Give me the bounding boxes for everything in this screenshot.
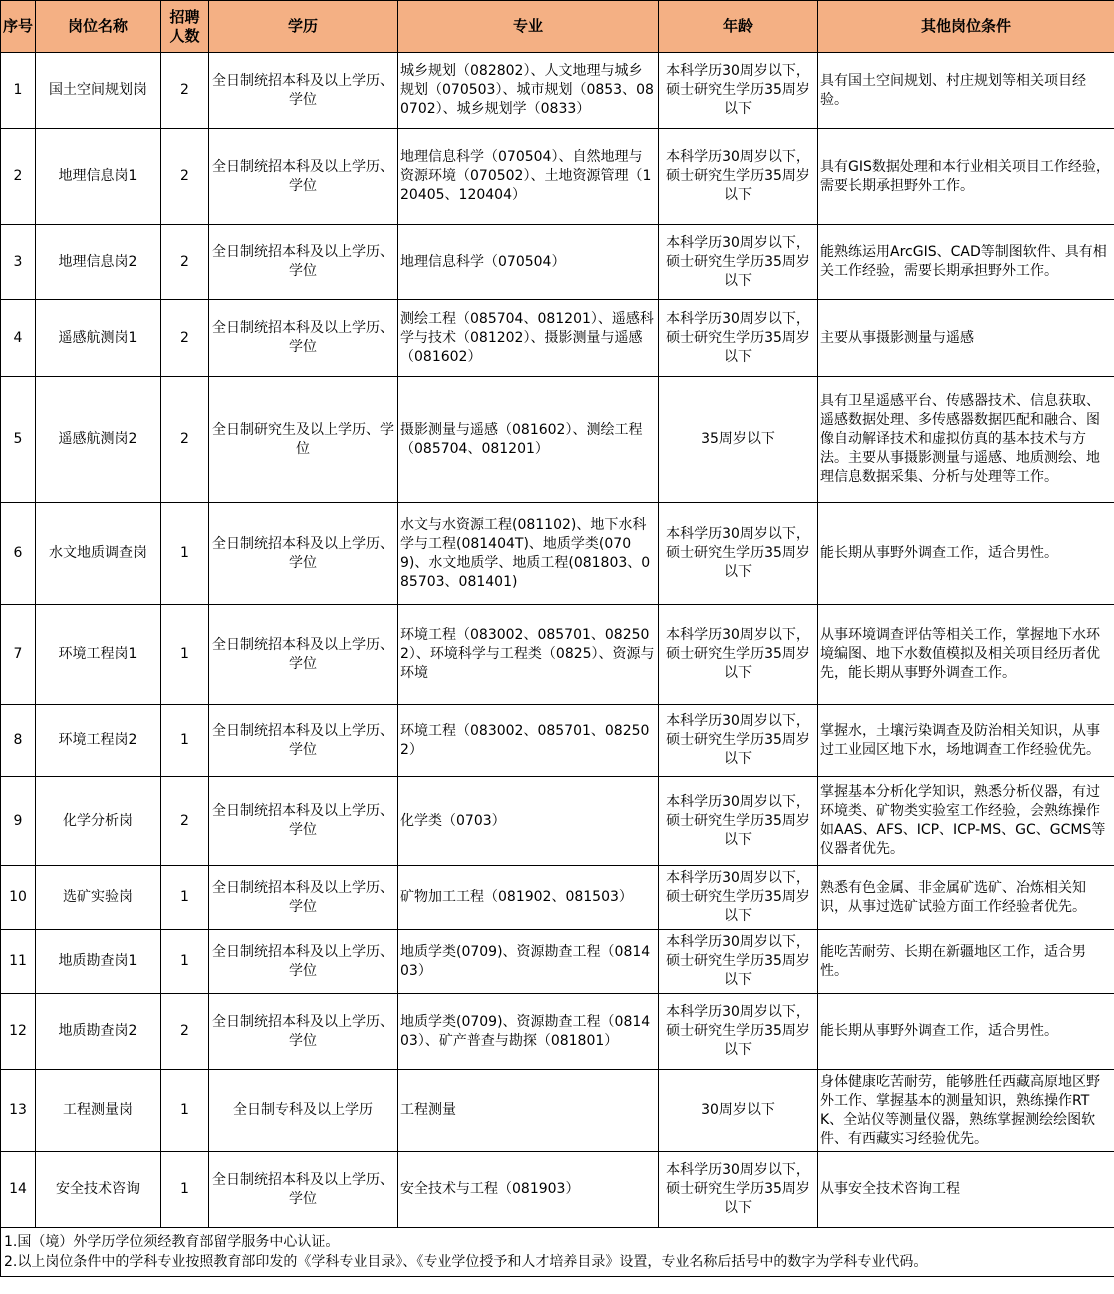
cell-conditions: 熟悉有色金属、非金属矿选矿、冶炼相关知识，从事过选矿试验方面工作经验者优先。 [818,866,1114,930]
notes [1,1228,1114,1277]
header-col-count: 招聘人数 [161,1,209,53]
cell-age: 本科学历30周岁以下，硕士研究生学历35周岁以下 [659,994,818,1070]
header-col-major: 专业 [398,1,659,53]
cell-age: 本科学历30周岁以下，硕士研究生学历35周岁以下 [659,300,818,377]
table-row [1,866,1114,930]
cell-index: 8 [1,705,36,777]
note-line: 2.以上岗位条件中的学科专业按照教育部印发的《学科专业目录》、《专业学位授予和人才培养目录》设置，专业名称后括号中的数字为学科专业代码。 [4,1254,928,1270]
cell-count: 2 [161,777,209,866]
cell-count: 1 [161,930,209,994]
header-row [1,1,1114,53]
cell-age: 本科学历30周岁以下，硕士研究生学历35周岁以下 [659,866,818,930]
cell-position: 地质勘查岗1 [36,930,161,994]
table-row [1,503,1114,605]
table-row [1,1152,1114,1228]
cell-count: 1 [161,866,209,930]
cell-count: 1 [161,605,209,705]
cell-age: 35周岁以下 [659,377,818,503]
cell-age: 30周岁以下 [659,1070,818,1152]
cell-conditions: 能长期从事野外调查工作，适合男性。 [818,994,1114,1070]
cell-count: 1 [161,705,209,777]
cell-major: 地质学类(0709)、资源勘查工程（081403）、矿产普查与勘探（081801） [398,994,659,1070]
cell-education: 全日制统招本科及以上学历、学位 [209,777,398,866]
cell-position: 遥感航测岗1 [36,300,161,377]
cell-position: 环境工程岗1 [36,605,161,705]
cell-education: 全日制统招本科及以上学历、学位 [209,1152,398,1228]
table-row [1,777,1114,866]
header-col-education: 学历 [209,1,398,53]
cell-major: 化学类（0703） [398,777,659,866]
cell-conditions: 主要从事摄影测量与遥感 [818,300,1114,377]
cell-education: 全日制统招本科及以上学历、学位 [209,930,398,994]
cell-conditions: 从事安全技术咨询工程 [818,1152,1114,1228]
cell-position: 水文地质调查岗 [36,503,161,605]
cell-count: 2 [161,129,209,225]
cell-conditions: 掌握基本分析化学知识，熟悉分析仪器，有过环境类、矿物类实验室工作经验，会熟练操作如AAS、AFS、ICP、ICP-MS、GC、GCMS等仪器者优先。 [818,777,1114,866]
cell-index: 9 [1,777,36,866]
cell-education: 全日制统招本科及以上学历、学位 [209,300,398,377]
cell-age: 本科学历30周岁以下，硕士研究生学历35周岁以下 [659,1152,818,1228]
cell-education: 全日制统招本科及以上学历、学位 [209,225,398,300]
cell-education: 全日制统招本科及以上学历、学位 [209,129,398,225]
cell-position: 选矿实验岗 [36,866,161,930]
cell-education: 全日制统招本科及以上学历、学位 [209,866,398,930]
cell-age: 本科学历30周岁以下，硕士研究生学历35周岁以下 [659,129,818,225]
table-row [1,1070,1114,1152]
cell-count: 2 [161,994,209,1070]
cell-major: 地理信息科学（070504）、自然地理与资源环境（070502）、土地资源管理（120405、120404） [398,129,659,225]
cell-count: 1 [161,1152,209,1228]
cell-age: 本科学历30周岁以下，硕士研究生学历35周岁以下 [659,53,818,129]
cell-position: 国土空间规划岗 [36,53,161,129]
table-row [1,605,1114,705]
cell-count: 2 [161,300,209,377]
cell-index: 5 [1,377,36,503]
cell-education: 全日制统招本科及以上学历、学位 [209,605,398,705]
cell-conditions: 具有国土空间规划、村庄规划等相关项目经验。 [818,53,1114,129]
cell-conditions: 具有卫星遥感平台、传感器技术、信息获取、遥感数据处理、多传感器数据匹配和融合、图像自动解译技术和虚拟仿真的基本技术与方法。主要从事摄影测量与遥感、地质测绘、地理信息数据采集、分析与处理等工作。 [818,377,1114,503]
cell-position: 地理信息岗1 [36,129,161,225]
notes-row [1,1228,1114,1277]
table-row [1,300,1114,377]
cell-position: 工程测量岗 [36,1070,161,1152]
table-row [1,225,1114,300]
table-row [1,994,1114,1070]
cell-major: 工程测量 [398,1070,659,1152]
cell-position: 地理信息岗2 [36,225,161,300]
cell-index: 7 [1,605,36,705]
cell-conditions: 能吃苦耐劳、长期在新疆地区工作，适合男性。 [818,930,1114,994]
cell-education: 全日制专科及以上学历 [209,1070,398,1152]
header-col-age: 年龄 [659,1,818,53]
cell-conditions: 从事环境调查评估等相关工作，掌握地下水环境编图、地下水数值模拟及相关项目经历者优先，能长期从事野外调查工作。 [818,605,1114,705]
cell-conditions: 掌握水，土壤污染调查及防治相关知识，从事过工业园区地下水，场地调查工作经验优先。 [818,705,1114,777]
cell-index: 3 [1,225,36,300]
cell-major: 摄影测量与遥感（081602）、测绘工程（085704、081201） [398,377,659,503]
cell-position: 环境工程岗2 [36,705,161,777]
cell-education: 全日制统招本科及以上学历、学位 [209,994,398,1070]
cell-age: 本科学历30周岁以下，硕士研究生学历35周岁以下 [659,605,818,705]
cell-age: 本科学历30周岁以下，硕士研究生学历35周岁以下 [659,503,818,605]
cell-index: 14 [1,1152,36,1228]
cell-education: 全日制统招本科及以上学历、学位 [209,503,398,605]
cell-position: 安全技术咨询 [36,1152,161,1228]
cell-major: 测绘工程（085704、081201）、遥感科学与技术（081202）、摄影测量与遥感（081602） [398,300,659,377]
cell-index: 12 [1,994,36,1070]
cell-index: 6 [1,503,36,605]
header-col-position: 岗位名称 [36,1,161,53]
table-row [1,377,1114,503]
cell-index: 4 [1,300,36,377]
cell-major: 水文与水资源工程(081102)、地下水科学与工程(081404T)、地质学类(0709)、水文地质学、地质工程(081803、085703、081401) [398,503,659,605]
table-row [1,53,1114,129]
cell-count: 2 [161,377,209,503]
note-line: 1.国（境）外学历学位须经教育部留学服务中心认证。 [4,1234,340,1250]
cell-index: 10 [1,866,36,930]
cell-position: 化学分析岗 [36,777,161,866]
header-col-index: 序号 [1,1,36,53]
cell-age: 本科学历30周岁以下，硕士研究生学历35周岁以下 [659,705,818,777]
cell-count: 2 [161,225,209,300]
cell-education: 全日制统招本科及以上学历、学位 [209,705,398,777]
cell-major: 安全技术与工程（081903） [398,1152,659,1228]
cell-conditions: 能长期从事野外调查工作，适合男性。 [818,503,1114,605]
cell-conditions: 能熟练运用ArcGIS、CAD等制图软件、具有相关工作经验，需要长期承担野外工作。 [818,225,1114,300]
cell-age: 本科学历30周岁以下，硕士研究生学历35周岁以下 [659,930,818,994]
cell-major: 地理信息科学（070504） [398,225,659,300]
cell-conditions: 具有GIS数据处理和本行业相关项目工作经验，需要长期承担野外工作。 [818,129,1114,225]
cell-age: 本科学历30周岁以下，硕士研究生学历35周岁以下 [659,777,818,866]
cell-major: 矿物加工工程（081902、081503） [398,866,659,930]
cell-major: 地质学类(0709)、资源勘查工程（081403） [398,930,659,994]
cell-education: 全日制统招本科及以上学历、学位 [209,53,398,129]
cell-major: 环境工程（083002、085701、082502）、环境科学与工程类（0825）、资源与环境 [398,605,659,705]
table-row [1,129,1114,225]
cell-conditions: 身体健康吃苦耐劳，能够胜任西藏高原地区野外工作、掌握基本的测量知识，熟练操作RTK、全站仪等测量仪器，熟练掌握测绘绘图软件、有西藏实习经验优先。 [818,1070,1114,1152]
cell-count: 1 [161,503,209,605]
cell-age: 本科学历30周岁以下，硕士研究生学历35周岁以下 [659,225,818,300]
cell-index: 13 [1,1070,36,1152]
cell-count: 1 [161,1070,209,1152]
cell-index: 11 [1,930,36,994]
cell-position: 地质勘查岗2 [36,994,161,1070]
table-row [1,705,1114,777]
cell-count: 2 [161,53,209,129]
table-row [1,930,1114,994]
cell-major: 环境工程（083002、085701、082502） [398,705,659,777]
cell-index: 2 [1,129,36,225]
cell-major: 城乡规划（082802）、人文地理与城乡规划（070503）、城市规划（0853、080702）、城乡规划学（0833） [398,53,659,129]
cell-position: 遥感航测岗2 [36,377,161,503]
cell-education: 全日制研究生及以上学历、学位 [209,377,398,503]
header-col-conditions: 其他岗位条件 [818,1,1114,53]
cell-index: 1 [1,53,36,129]
